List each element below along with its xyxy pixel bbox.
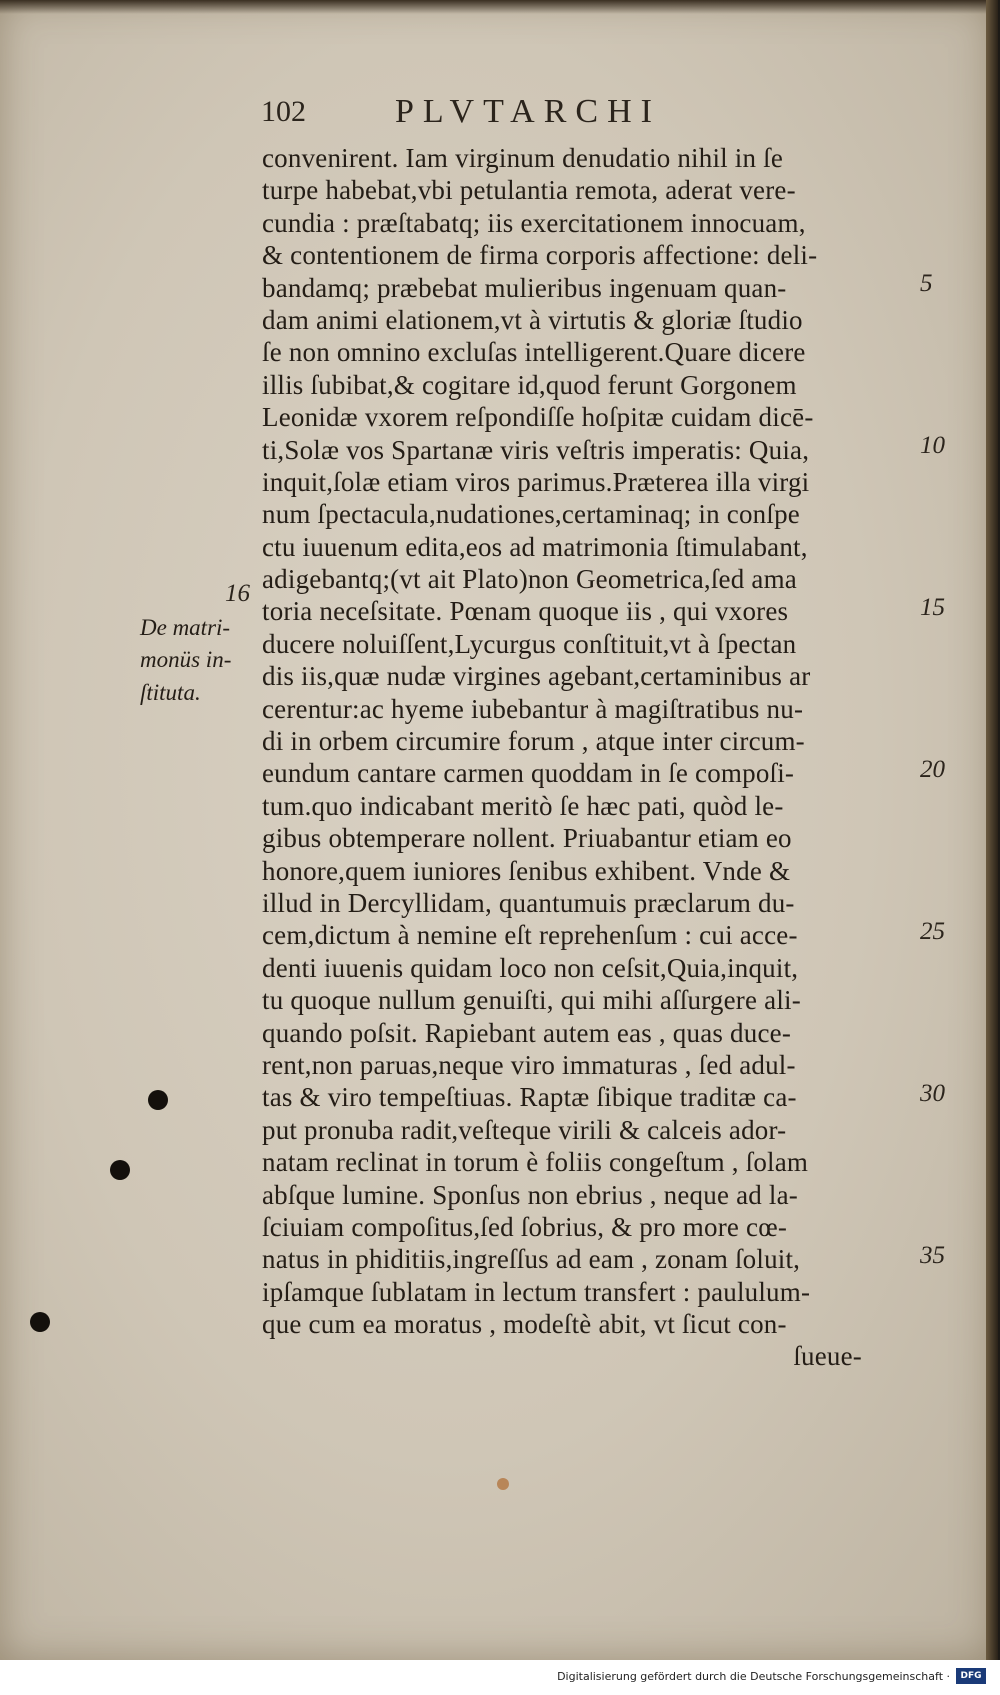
text-line: bandamq; præbebat mulieribus ingenuam quan-	[262, 272, 787, 303]
line-number: 5	[920, 270, 933, 297]
text-line: eundum cantare carmen quoddam in ſe compoſi-	[262, 758, 795, 789]
text-line: ducere noluiſſent,Lycurgus conſtituit,vt à ſpectan	[262, 628, 797, 659]
text-line: dis iis,quæ nudæ virgines agebant,certaminibus ar	[262, 661, 811, 692]
text-line: illud in Dercyllidam, quantumuis præclarum du-	[262, 887, 795, 918]
running-head: PLVTARCHI	[395, 93, 661, 130]
text-line: ſe non omnino excluſas intelligerent.Quare dicere	[262, 337, 806, 368]
margin-note-line: ſtituta.	[140, 679, 201, 705]
dfg-logo: DFG	[956, 1668, 986, 1684]
line-number: 10	[920, 432, 945, 459]
section-number: 16	[225, 580, 250, 607]
body-text	[262, 142, 922, 1373]
text-line: abſque lumine. Sponſus non ebrius , neque ad la-	[262, 1179, 798, 1210]
text-line: dam animi elationem,vt à virtutis & gloriæ ſtudio	[262, 304, 803, 335]
ink-blot	[110, 1160, 130, 1180]
text-line: quando poſsit. Rapiebant autem eas , quas duce-	[262, 1017, 792, 1048]
text-line: ti,Solæ vos Spartanæ viris veſtris imperatis: Quia,	[262, 434, 810, 465]
text-line: natam reclinat in torum è foliis congeſtum , ſolam	[262, 1147, 809, 1178]
text-line: put pronuba radit,veſteque virili & calceis ador-	[262, 1114, 787, 1145]
text-line: honore,quem iuniores ſenibus exhibent. Vnde &	[262, 855, 791, 886]
text-line: cundia : præſtabatq; iis exercitationem innocuam,	[262, 207, 806, 238]
stain-mark	[497, 1478, 509, 1490]
text-line: tu quoque nullum genuiſti, qui mihi aſſurgere ali-	[262, 985, 801, 1016]
text-line: rent,non paruas,neque viro immaturas , ſed adul-	[262, 1049, 796, 1080]
text-line: Leonidæ vxorem reſpondiſſe hoſpitæ cuidam dicē-	[262, 402, 814, 433]
line-numbers	[920, 142, 980, 1342]
page-number: 102	[261, 95, 306, 128]
text-line: inquit,ſolæ etiam viros parimus.Præterea illa virgi	[262, 466, 810, 497]
page-top-edge	[0, 0, 992, 14]
text-line: cem,dictum à nemine eſt reprehenſum : cui acce-	[262, 920, 798, 951]
footer-credit: Digitalisierung gefördert durch die Deutsche Forschungsgemeinschaft ·	[557, 1670, 950, 1683]
margin-note	[140, 612, 250, 709]
text-line: toria neceſsitate. Pœnam quoque iis , qui vxores	[262, 596, 789, 627]
ink-blot	[148, 1090, 168, 1110]
text-line: natus in phiditiis,ingreſſus ad eam , zonam ſoluit,	[262, 1244, 801, 1275]
text-line: ctu iuuenum edita,eos ad matrimonia ſtimulabant,	[262, 531, 808, 562]
line-number: 35	[920, 1242, 945, 1269]
ink-blot	[30, 1312, 50, 1332]
text-line: adigebantq;(vt ait Plato)non Geometrica,ſed ama	[262, 564, 797, 595]
text-line: tas & viro tempeſtiuas. Raptæ ſibique traditæ ca-	[262, 1082, 797, 1113]
text-line: di in orbem circumire forum , atque inter circum-	[262, 726, 805, 757]
margin-note-line: monüs in-	[140, 647, 232, 673]
text-line: convenirent. Iam virginum denudatio nihil in ſe	[262, 143, 784, 173]
line-number: 25	[920, 918, 945, 945]
page-right-edge	[986, 0, 998, 1660]
text-line: num ſpectacula,nudationes,certaminaq; in conſpe	[262, 499, 800, 530]
text-line: & contentionem de firma corporis affectione: deli-	[262, 240, 818, 271]
text-line: cerentur:ac hyeme iubebantur à magiſtratibus nu-	[262, 693, 804, 724]
footer	[0, 1660, 1000, 1695]
text-line: que cum ea moratus , modeſtè abit, vt ſicut con-	[262, 1309, 787, 1340]
text-line: illis ſubibat,& cogitare id,quod ferunt Gorgonem	[262, 369, 797, 400]
text-line: ipſamque ſublatam in lectum transfert : paululum-	[262, 1276, 811, 1307]
line-number: 15	[920, 594, 945, 621]
line-number: 20	[920, 756, 945, 783]
text-line: tum.quo indicabant meritò ſe hæc pati, quòd le-	[262, 790, 784, 821]
text-line: gibus obtemperare nollent. Priuabantur etiam eo	[262, 823, 792, 854]
catchword: ſueue-	[793, 1341, 862, 1372]
text-line: turpe habebat,vbi petulantia remota, aderat vere-	[262, 175, 796, 206]
text-line: ſciuiam compoſitus,ſed ſobrius, & pro more cœ-	[262, 1211, 788, 1242]
line-number: 30	[920, 1080, 945, 1107]
page-header	[255, 95, 915, 135]
text-line: denti iuuenis quidam loco non ceſsit,Quia,inquit,	[262, 952, 799, 983]
margin-note-line: De matri-	[140, 615, 231, 640]
